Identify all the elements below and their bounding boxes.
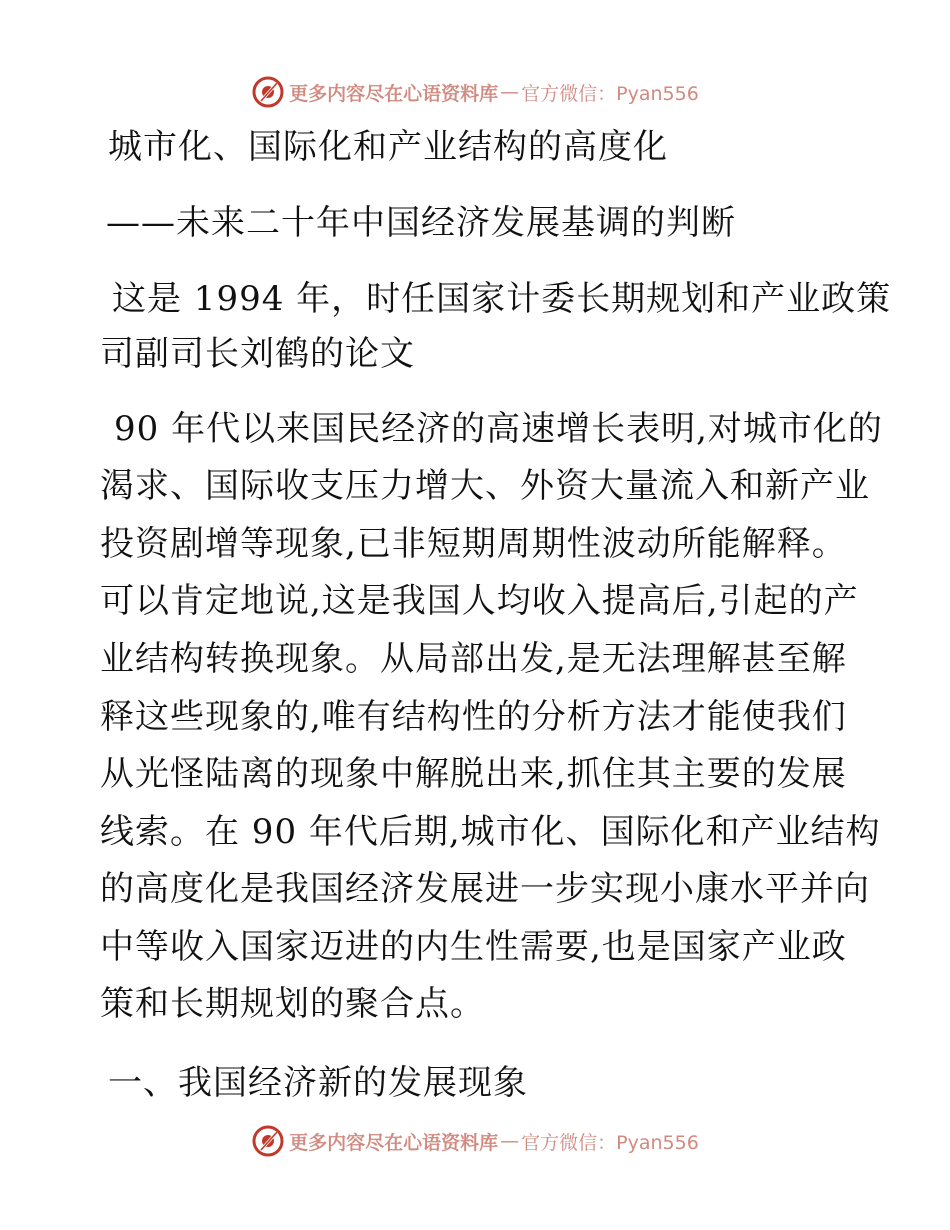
body-line: 投资剧增等现象,已非短期周期性波动所能解释。 [100,524,847,564]
brand-logo-icon [251,75,285,109]
document-subtitle: ——未来二十年中国经济发展基调的判断 [106,203,736,243]
body-line: 释这些现象的,唯有结构性的分析方法才能使我们 [100,697,847,737]
header-watermark [0,72,950,112]
watermark-contact: 官方微信：Pyan556 [521,82,699,105]
watermark-separator: — [500,81,520,103]
watermark-contact: 官方微信：Pyan556 [521,1131,699,1154]
body-line: 的高度化是我国经济发展进一步实现小康水平并向 [100,869,870,909]
body-line: 渴求、国际收支压力增大、外资大量流入和新产业 [100,466,870,506]
body-line: 90 年代以来国民经济的高速增长表明,对城市化的 [114,409,883,449]
body-line: 策和长期规划的聚合点。 [100,984,485,1024]
body-line: 从光怪陆离的现象中解脱出来,抓住其主要的发展 [100,754,847,794]
document-title: 城市化、国际化和产业结构的高度化 [108,127,668,167]
body-line: 业结构转换现象。从局部出发,是无法理解甚至解 [100,639,847,679]
note-line: 司副司长刘鹤的论文 [100,334,415,374]
section-heading: 一、我国经济新的发展现象 [108,1063,528,1103]
body-line: 线索。在 90 年代后期,城市化、国际化和产业结构 [100,812,881,852]
body-line: 中等收入国家迈进的内生性需要,也是国家产业政 [100,927,847,967]
watermark-text: 更多内容尽在心语资料库 [289,82,499,105]
footer-watermark [0,1121,950,1161]
watermark-separator: — [500,1130,520,1152]
watermark-text: 更多内容尽在心语资料库 [289,1131,499,1154]
body-line: 可以肯定地说,这是我国人均收入提高后,引起的产 [100,581,859,621]
note-line: 这是 1994 年，时任国家计委长期规划和产业政策 [112,279,892,319]
brand-logo-icon [251,1124,285,1158]
